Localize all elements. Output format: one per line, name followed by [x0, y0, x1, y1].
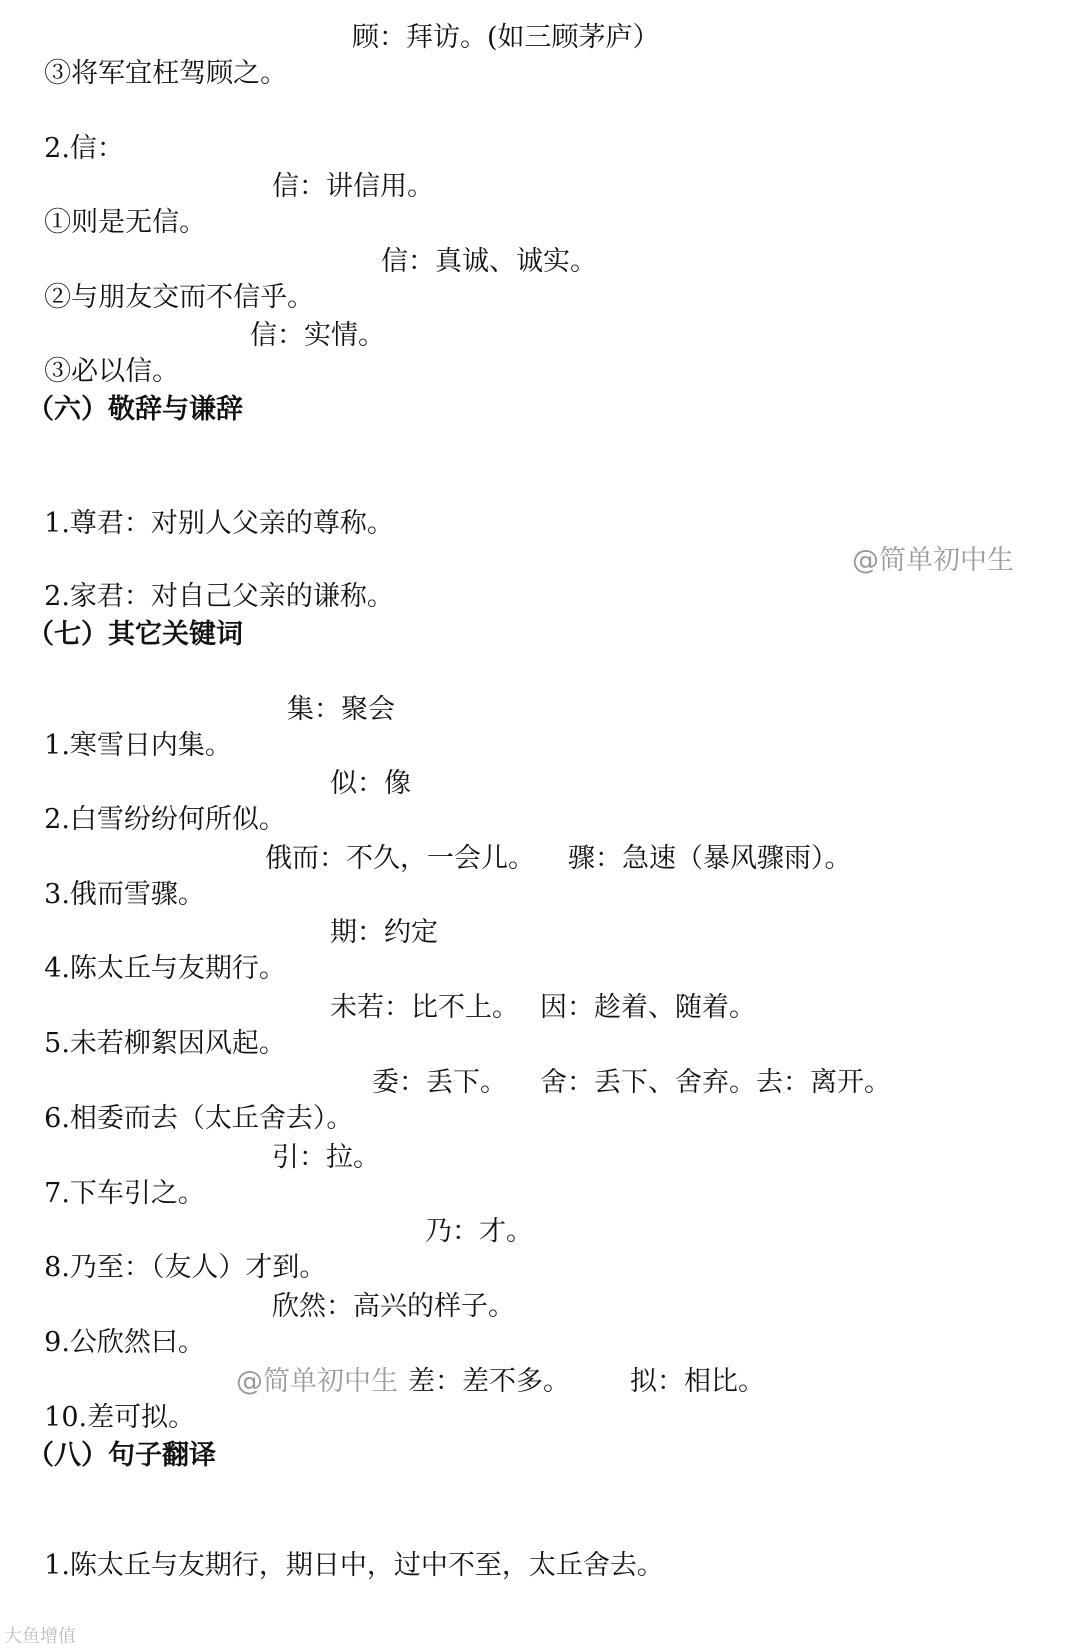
sentence: 8.乃至：（友人）才到。 [44, 1252, 327, 1283]
definition: 信：真诚、诚实。 [381, 246, 597, 277]
text-line [27, 990, 286, 1062]
definition: 舍：丢下、舍弃。去：离开。 [540, 1067, 891, 1098]
definition: 似：像 [330, 768, 411, 799]
definition: 集：聚会 [287, 694, 395, 725]
text-line [27, 692, 232, 764]
definition: 引：拉。 [272, 1142, 380, 1173]
sentence: 1.尊君：对别人父亲的尊称。 [44, 508, 394, 539]
sentence: ③必以信。 [44, 356, 180, 387]
section-heading: （八）句子翻译 [27, 1440, 216, 1471]
definition: 拟：相比。 [630, 1366, 765, 1397]
sentence: 9.公欣然曰。 [44, 1327, 205, 1358]
logo-watermark: 大鱼增值 [4, 1626, 76, 1647]
definition: 信：讲信用。 [272, 171, 434, 202]
text-line [27, 95, 124, 167]
sentence: 3.俄而雪骤。 [44, 879, 205, 910]
text-line [27, 244, 314, 316]
definition: 因：趁着、随着。 [540, 992, 756, 1023]
sentence: ①则是无信。 [44, 207, 207, 238]
definition: 信：实情。 [250, 320, 385, 351]
definition: 顾：拜访。(如三顾茅庐） [352, 22, 660, 53]
sentence: 2.信： [44, 133, 124, 164]
text-line [27, 169, 206, 241]
text-line [27, 543, 394, 615]
text-line [27, 1140, 205, 1212]
text-line [27, 1214, 326, 1286]
sentence: ③将军宜枉驾顾之。 [44, 58, 288, 89]
definition: 差：差不多。 [408, 1366, 570, 1397]
text-line [27, 1512, 664, 1584]
sentence: 4.陈太丘与友期行。 [44, 953, 286, 984]
text-line [27, 1364, 195, 1436]
definition: 欣然：高兴的样子。 [272, 1291, 515, 1322]
text-line [27, 915, 286, 987]
text-line [27, 766, 286, 838]
sentence: 1.寒雪日内集。 [44, 730, 232, 761]
definition: 未若：比不上。 [330, 992, 519, 1023]
watermark-text: @简单初中生 [852, 545, 1014, 576]
section-heading: （七）其它关键词 [27, 619, 243, 650]
sentence: 1.陈太丘与友期行，期日中，过中不至，太丘舍去。 [44, 1550, 664, 1581]
definition: 期：约定 [330, 917, 438, 948]
text-line [27, 841, 205, 913]
definition: 俄而：不久，一会儿。 [265, 843, 535, 874]
text-line [27, 1289, 205, 1361]
section-heading: （六）敬辞与谦辞 [27, 394, 243, 425]
sentence: 6.相委而去（太丘舍去）。 [44, 1103, 354, 1134]
text-line [27, 318, 179, 390]
sentence: ②与朋友交而不信乎。 [44, 282, 315, 313]
sentence: 2.白雪纷纷何所似。 [44, 804, 286, 835]
definition: 委：丢下。 [372, 1067, 507, 1098]
definition: 骤：急速（暴风骤雨）。 [568, 843, 852, 874]
watermark-text: @简单初中生 [236, 1366, 398, 1397]
text-line [27, 20, 287, 92]
text-line [27, 470, 394, 542]
sentence: 7.下车引之。 [44, 1178, 205, 1209]
definition: 乃：才。 [425, 1216, 533, 1247]
sentence: 5.未若柳絮因风起。 [44, 1028, 286, 1059]
sentence: 2.家君：对自己父亲的谦称。 [44, 581, 394, 612]
text-line [27, 1065, 353, 1137]
sentence: 10.差可拟。 [44, 1402, 196, 1433]
